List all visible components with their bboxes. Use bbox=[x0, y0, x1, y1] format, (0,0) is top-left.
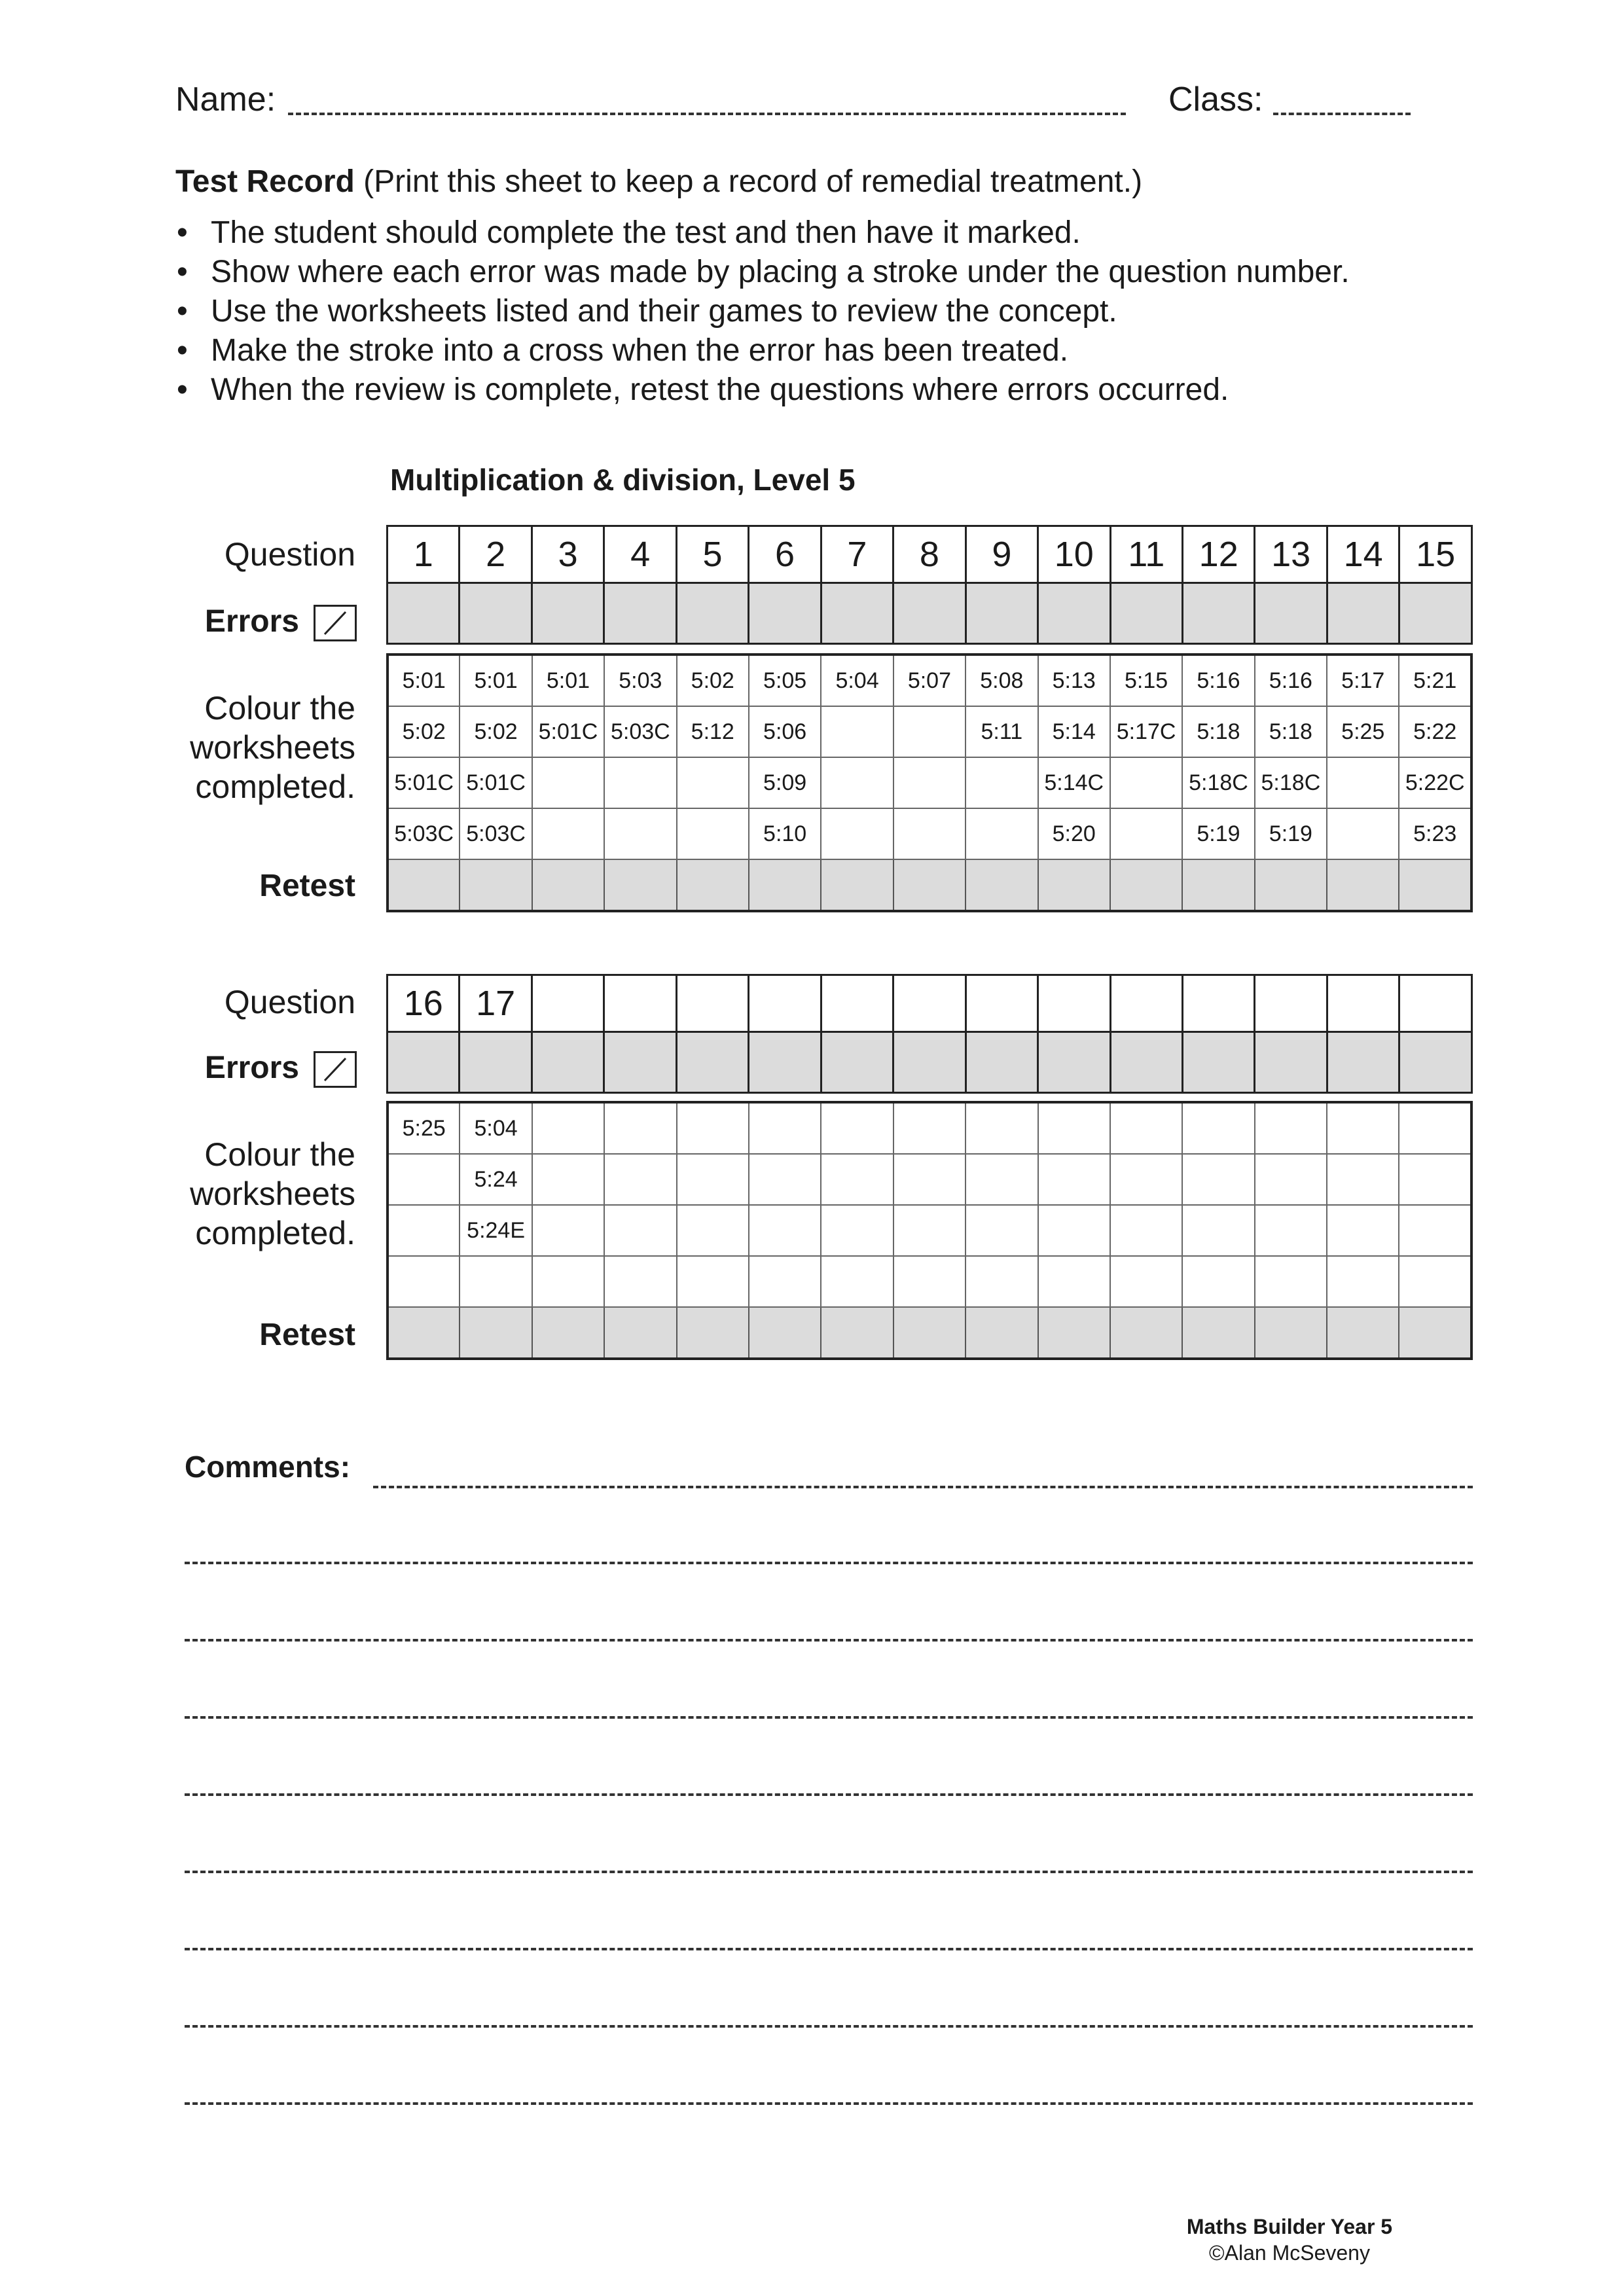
worksheet-cell[interactable] bbox=[1038, 1102, 1110, 1154]
worksheet-cell[interactable] bbox=[965, 1256, 1038, 1307]
worksheet-cell[interactable]: 5:05 bbox=[749, 655, 821, 706]
worksheet-row bbox=[388, 757, 1471, 808]
worksheet-cell[interactable] bbox=[893, 1205, 965, 1256]
comments-line[interactable] bbox=[185, 1871, 1473, 1873]
worksheet-cell[interactable] bbox=[1327, 1205, 1399, 1256]
question-label: Question bbox=[224, 984, 355, 1020]
retest-cell[interactable] bbox=[460, 859, 532, 911]
question-number-cell bbox=[1038, 975, 1110, 1032]
list-item: • The student should complete the test and then have it marked. bbox=[171, 213, 1350, 253]
question-number-cell: 12 bbox=[1182, 526, 1254, 583]
retest-cell[interactable] bbox=[604, 1307, 676, 1359]
test-record-note: (Print this sheet to keep a record of remedial treatment.) bbox=[354, 164, 1143, 199]
question-number-cell: 17 bbox=[460, 975, 532, 1032]
worksheet-cell[interactable]: 5:19 bbox=[1182, 808, 1254, 859]
worksheet-cell[interactable] bbox=[532, 808, 604, 859]
error-cell[interactable] bbox=[1327, 583, 1399, 644]
class-label: Class: bbox=[1168, 81, 1263, 118]
colour-instruction bbox=[190, 1135, 355, 1253]
test-record-bold: Test Record bbox=[175, 164, 355, 199]
retest-cell[interactable] bbox=[893, 859, 965, 911]
question-number-cell bbox=[676, 975, 748, 1032]
worksheet-cell[interactable]: 5:02 bbox=[388, 706, 460, 757]
retest-cell[interactable] bbox=[749, 1307, 821, 1359]
retest-cell[interactable] bbox=[1182, 859, 1254, 911]
comments-line[interactable] bbox=[185, 2025, 1473, 2028]
worksheet-cell[interactable]: 5:22 bbox=[1399, 706, 1471, 757]
error-cell[interactable] bbox=[1255, 1032, 1327, 1093]
question-number-cell bbox=[1399, 975, 1472, 1032]
error-cell[interactable] bbox=[1182, 583, 1254, 644]
error-cell[interactable] bbox=[749, 583, 821, 644]
question-number-cell: 6 bbox=[749, 526, 821, 583]
error-cell[interactable] bbox=[460, 1032, 532, 1093]
worksheet-cell[interactable]: 5:03C bbox=[460, 808, 532, 859]
worksheet-row bbox=[388, 655, 1471, 706]
retest-label: Retest bbox=[259, 1318, 355, 1352]
error-cell[interactable] bbox=[1110, 1032, 1182, 1093]
colour-line: completed. bbox=[195, 768, 355, 805]
worksheet-cell[interactable]: 5:16 bbox=[1255, 655, 1327, 706]
worksheet-cell[interactable]: 5:01 bbox=[532, 655, 604, 706]
name-field[interactable] bbox=[288, 113, 1126, 115]
worksheet-cell[interactable] bbox=[388, 1154, 460, 1205]
question-number-cell: 8 bbox=[893, 526, 965, 583]
retest-cell[interactable] bbox=[1038, 859, 1110, 911]
colour-line: worksheets bbox=[190, 1175, 355, 1212]
errors-row bbox=[388, 583, 1472, 644]
worksheet-cell[interactable] bbox=[1110, 1256, 1182, 1307]
worksheet-cell[interactable] bbox=[1327, 1256, 1399, 1307]
worksheet-cell[interactable] bbox=[532, 1102, 604, 1154]
worksheet-cell[interactable] bbox=[821, 808, 893, 859]
retest-cell[interactable] bbox=[749, 859, 821, 911]
question-number-cell: 15 bbox=[1399, 526, 1472, 583]
question-label: Question bbox=[224, 536, 355, 573]
worksheet-cell[interactable] bbox=[604, 1102, 676, 1154]
worksheet-cell[interactable] bbox=[1110, 1154, 1182, 1205]
worksheet-cell[interactable]: 5:01 bbox=[388, 655, 460, 706]
retest-cell[interactable] bbox=[965, 859, 1038, 911]
worksheet-cell[interactable]: 5:03C bbox=[388, 808, 460, 859]
worksheet-cell[interactable] bbox=[893, 1102, 965, 1154]
error-cell[interactable] bbox=[532, 1032, 604, 1093]
worksheet-cell[interactable] bbox=[1327, 757, 1399, 808]
worksheet-row bbox=[388, 1154, 1471, 1205]
retest-cell[interactable] bbox=[460, 1307, 532, 1359]
worksheet-cell[interactable]: 5:09 bbox=[749, 757, 821, 808]
worksheet-cell[interactable]: 5:13 bbox=[1038, 655, 1110, 706]
error-cell[interactable] bbox=[388, 583, 460, 644]
worksheet-cell[interactable]: 5:11 bbox=[965, 706, 1038, 757]
question-number-cell: 7 bbox=[821, 526, 893, 583]
question-number-cell: 3 bbox=[532, 526, 604, 583]
worksheet-cell[interactable]: 5:01C bbox=[532, 706, 604, 757]
error-cell[interactable] bbox=[893, 1032, 965, 1093]
worksheet-table-1 bbox=[386, 653, 1473, 912]
worksheet-cell[interactable] bbox=[604, 1256, 676, 1307]
comments-line[interactable] bbox=[373, 1486, 1473, 1488]
retest-cell[interactable] bbox=[604, 859, 676, 911]
worksheet-cell[interactable] bbox=[821, 757, 893, 808]
worksheet-cell[interactable] bbox=[677, 1154, 749, 1205]
question-number-cell: 16 bbox=[388, 975, 460, 1032]
worksheet-cell[interactable] bbox=[1182, 1256, 1254, 1307]
worksheet-cell[interactable] bbox=[677, 757, 749, 808]
retest-cell[interactable] bbox=[1038, 1307, 1110, 1359]
worksheet-cell[interactable] bbox=[1038, 1205, 1110, 1256]
question-number-cell bbox=[604, 975, 676, 1032]
question-number-cell bbox=[749, 975, 821, 1032]
retest-cell[interactable] bbox=[821, 1307, 893, 1359]
retest-cell[interactable] bbox=[1399, 1307, 1471, 1359]
worksheet-cell[interactable] bbox=[604, 808, 676, 859]
error-cell[interactable] bbox=[1399, 1032, 1472, 1093]
error-cell[interactable] bbox=[1255, 583, 1327, 644]
worksheet-cell[interactable] bbox=[1110, 808, 1182, 859]
worksheet-cell[interactable] bbox=[604, 757, 676, 808]
question-number-cell: 9 bbox=[965, 526, 1038, 583]
retest-cell[interactable] bbox=[1255, 859, 1327, 911]
retest-cell[interactable] bbox=[1255, 1307, 1327, 1359]
worksheet-cell[interactable] bbox=[821, 1256, 893, 1307]
errors-label bbox=[205, 603, 357, 641]
worksheet-cell[interactable] bbox=[1110, 1205, 1182, 1256]
errors-label-text: Errors bbox=[204, 1050, 299, 1085]
worksheet-cell[interactable]: 5:21 bbox=[1399, 655, 1471, 706]
worksheet-cell[interactable]: 5:10 bbox=[749, 808, 821, 859]
worksheet-cell[interactable]: 5:18C bbox=[1255, 757, 1327, 808]
error-cell[interactable] bbox=[893, 583, 965, 644]
error-cell[interactable] bbox=[1182, 1032, 1254, 1093]
question-row bbox=[388, 975, 1472, 1032]
question-number-cell bbox=[1110, 975, 1182, 1032]
worksheet-cell[interactable] bbox=[965, 757, 1038, 808]
question-number-cell: 14 bbox=[1327, 526, 1399, 583]
worksheet-cell[interactable] bbox=[821, 706, 893, 757]
retest-row bbox=[388, 859, 1471, 911]
comments-line[interactable] bbox=[185, 1948, 1473, 1950]
retest-cell[interactable] bbox=[1110, 859, 1182, 911]
worksheet-cell[interactable] bbox=[965, 808, 1038, 859]
worksheet-cell[interactable]: 5:18C bbox=[1182, 757, 1254, 808]
worksheet-cell[interactable] bbox=[821, 1205, 893, 1256]
errors-label-text: Errors bbox=[204, 604, 299, 639]
question-number-cell: 4 bbox=[604, 526, 676, 583]
comments-line[interactable] bbox=[185, 2102, 1473, 2105]
footer-book-title: Maths Builder Year 5 bbox=[1186, 2215, 1393, 2238]
retest-cell[interactable] bbox=[893, 1307, 965, 1359]
worksheet-cell[interactable] bbox=[893, 1154, 965, 1205]
worksheet-cell[interactable]: 5:24E bbox=[460, 1205, 532, 1256]
worksheet-table-2 bbox=[386, 1101, 1473, 1360]
retest-cell[interactable] bbox=[677, 1307, 749, 1359]
worksheet-cell[interactable] bbox=[1110, 757, 1182, 808]
worksheet-cell[interactable] bbox=[893, 1256, 965, 1307]
error-cell[interactable] bbox=[1327, 1032, 1399, 1093]
worksheet-cell[interactable]: 5:04 bbox=[821, 655, 893, 706]
worksheet-cell[interactable] bbox=[965, 1102, 1038, 1154]
worksheet-row bbox=[388, 808, 1471, 859]
worksheet-cell[interactable] bbox=[1255, 1102, 1327, 1154]
comments-line[interactable] bbox=[185, 1716, 1473, 1719]
colour-line: worksheets bbox=[190, 729, 355, 766]
retest-cell[interactable] bbox=[1110, 1307, 1182, 1359]
stroke-icon bbox=[314, 605, 357, 641]
worksheet-cell[interactable] bbox=[388, 1256, 460, 1307]
question-number-cell bbox=[893, 975, 965, 1032]
retest-cell[interactable] bbox=[388, 859, 460, 911]
worksheet-cell[interactable] bbox=[1255, 1154, 1327, 1205]
error-cell[interactable] bbox=[388, 1032, 460, 1093]
question-table-2 bbox=[386, 974, 1473, 1094]
worksheet-cell[interactable] bbox=[677, 1205, 749, 1256]
worksheet-cell[interactable]: 5:19 bbox=[1255, 808, 1327, 859]
worksheet-row bbox=[388, 1256, 1471, 1307]
error-cell[interactable] bbox=[1038, 1032, 1110, 1093]
worksheet-cell[interactable] bbox=[893, 757, 965, 808]
question-number-cell bbox=[1182, 975, 1254, 1032]
worksheet-cell[interactable] bbox=[1399, 1102, 1471, 1154]
worksheet-cell[interactable] bbox=[749, 1256, 821, 1307]
error-cell[interactable] bbox=[604, 583, 676, 644]
comments-line[interactable] bbox=[185, 1639, 1473, 1641]
worksheet-cell[interactable] bbox=[677, 1256, 749, 1307]
worksheet-cell[interactable] bbox=[1038, 1154, 1110, 1205]
footer-copyright: ©Alan McSeveny bbox=[1209, 2241, 1370, 2265]
worksheet-cell[interactable]: 5:15 bbox=[1110, 655, 1182, 706]
worksheet-cell[interactable]: 5:18 bbox=[1255, 706, 1327, 757]
worksheet-cell[interactable] bbox=[1110, 1102, 1182, 1154]
question-number-cell: 10 bbox=[1038, 526, 1110, 583]
worksheet-cell[interactable]: 5:25 bbox=[388, 1102, 460, 1154]
worksheet-cell[interactable] bbox=[749, 1205, 821, 1256]
question-number-cell: 5 bbox=[676, 526, 748, 583]
name-label: Name: bbox=[175, 81, 276, 118]
question-number-cell bbox=[1327, 975, 1399, 1032]
error-cell[interactable] bbox=[676, 1032, 748, 1093]
worksheet-cell[interactable]: 5:22C bbox=[1399, 757, 1471, 808]
worksheet-cell[interactable] bbox=[1327, 808, 1399, 859]
worksheet-cell[interactable]: 5:02 bbox=[460, 706, 532, 757]
error-cell[interactable] bbox=[821, 1032, 893, 1093]
worksheet-cell[interactable]: 5:18 bbox=[1182, 706, 1254, 757]
question-number-cell bbox=[532, 975, 604, 1032]
worksheet-cell[interactable] bbox=[1038, 1256, 1110, 1307]
retest-cell[interactable] bbox=[677, 859, 749, 911]
question-row bbox=[388, 526, 1472, 583]
worksheet-cell[interactable]: 5:06 bbox=[749, 706, 821, 757]
worksheet-cell[interactable] bbox=[1327, 1154, 1399, 1205]
list-item: • Make the stroke into a cross when the error has been treated. bbox=[171, 331, 1350, 370]
worksheet-cell[interactable]: 5:25 bbox=[1327, 706, 1399, 757]
colour-instruction bbox=[190, 689, 355, 806]
question-number-cell: 11 bbox=[1110, 526, 1182, 583]
worksheet-row bbox=[388, 706, 1471, 757]
test-record-title bbox=[175, 164, 1142, 200]
worksheet-cell[interactable]: 5:16 bbox=[1182, 655, 1254, 706]
worksheet-cell[interactable]: 5:01 bbox=[460, 655, 532, 706]
error-cell[interactable] bbox=[965, 583, 1038, 644]
retest-cell[interactable] bbox=[1327, 859, 1399, 911]
worksheet-cell[interactable] bbox=[1255, 1205, 1327, 1256]
worksheet-cell[interactable] bbox=[460, 1256, 532, 1307]
comments-label: Comments: bbox=[185, 1450, 351, 1484]
errors-row bbox=[388, 1032, 1472, 1093]
stroke-icon bbox=[314, 1051, 357, 1088]
worksheet-cell[interactable] bbox=[749, 1102, 821, 1154]
retest-cell[interactable] bbox=[388, 1307, 460, 1359]
worksheet-cell[interactable]: 5:03 bbox=[604, 655, 676, 706]
question-number-cell bbox=[965, 975, 1038, 1032]
worksheet-cell[interactable] bbox=[532, 1256, 604, 1307]
section-title: Multiplication & division, Level 5 bbox=[390, 463, 856, 497]
worksheet-cell[interactable]: 5:01C bbox=[388, 757, 460, 808]
worksheet-cell[interactable] bbox=[532, 757, 604, 808]
worksheet-cell[interactable]: 5:07 bbox=[893, 655, 965, 706]
worksheet-cell[interactable]: 5:12 bbox=[677, 706, 749, 757]
question-number-cell bbox=[821, 975, 893, 1032]
retest-cell[interactable] bbox=[532, 859, 604, 911]
worksheet-cell[interactable] bbox=[1399, 1205, 1471, 1256]
worksheet-cell[interactable]: 5:23 bbox=[1399, 808, 1471, 859]
worksheet-cell[interactable]: 5:17C bbox=[1110, 706, 1182, 757]
question-number-cell: 1 bbox=[388, 526, 460, 583]
worksheet-cell[interactable] bbox=[388, 1205, 460, 1256]
worksheet-cell[interactable] bbox=[1327, 1102, 1399, 1154]
question-table-1 bbox=[386, 525, 1473, 645]
retest-cell[interactable] bbox=[1399, 859, 1471, 911]
worksheet-cell[interactable] bbox=[1182, 1102, 1254, 1154]
worksheet-cell[interactable]: 5:14 bbox=[1038, 706, 1110, 757]
worksheet-cell[interactable] bbox=[893, 706, 965, 757]
worksheet-cell[interactable] bbox=[677, 808, 749, 859]
error-cell[interactable] bbox=[965, 1032, 1038, 1093]
worksheet-cell[interactable] bbox=[965, 1205, 1038, 1256]
retest-cell[interactable] bbox=[965, 1307, 1038, 1359]
retest-cell[interactable] bbox=[1182, 1307, 1254, 1359]
worksheet-cell[interactable] bbox=[604, 1154, 676, 1205]
worksheet-cell[interactable] bbox=[965, 1154, 1038, 1205]
class-field[interactable] bbox=[1273, 113, 1411, 115]
colour-line: Colour the bbox=[204, 690, 355, 726]
colour-line: Colour the bbox=[204, 1136, 355, 1173]
worksheet-cell[interactable] bbox=[677, 1102, 749, 1154]
worksheet-cell[interactable] bbox=[821, 1154, 893, 1205]
error-cell[interactable] bbox=[532, 583, 604, 644]
worksheet-cell[interactable]: 5:01C bbox=[460, 757, 532, 808]
instruction-list bbox=[171, 213, 1350, 410]
retest-cell[interactable] bbox=[532, 1307, 604, 1359]
question-number-cell: 2 bbox=[460, 526, 532, 583]
worksheet-cell[interactable]: 5:08 bbox=[965, 655, 1038, 706]
error-cell[interactable] bbox=[749, 1032, 821, 1093]
comments-line[interactable] bbox=[185, 1793, 1473, 1796]
question-number-cell bbox=[1255, 975, 1327, 1032]
worksheet-cell[interactable]: 5:03C bbox=[604, 706, 676, 757]
worksheet-cell[interactable] bbox=[532, 1205, 604, 1256]
error-cell[interactable] bbox=[1110, 583, 1182, 644]
list-item: • Show where each error was made by placing a stroke under the question number. bbox=[171, 253, 1350, 292]
error-cell[interactable] bbox=[821, 583, 893, 644]
worksheet-cell[interactable] bbox=[821, 1102, 893, 1154]
errors-label bbox=[205, 1050, 357, 1088]
worksheet-cell[interactable] bbox=[1399, 1256, 1471, 1307]
retest-cell[interactable] bbox=[1327, 1307, 1399, 1359]
worksheet-cell[interactable] bbox=[749, 1154, 821, 1205]
worksheet-cell[interactable] bbox=[604, 1205, 676, 1256]
worksheet-cell[interactable] bbox=[532, 1154, 604, 1205]
error-cell[interactable] bbox=[460, 583, 532, 644]
worksheet-row bbox=[388, 1102, 1471, 1154]
worksheet-cell[interactable] bbox=[1182, 1205, 1254, 1256]
worksheet-cell[interactable]: 5:02 bbox=[677, 655, 749, 706]
worksheet-cell[interactable]: 5:20 bbox=[1038, 808, 1110, 859]
error-cell[interactable] bbox=[1399, 583, 1472, 644]
worksheet-cell[interactable] bbox=[1255, 1256, 1327, 1307]
worksheet-cell[interactable] bbox=[893, 808, 965, 859]
error-cell[interactable] bbox=[1038, 583, 1110, 644]
comments-line[interactable] bbox=[185, 1562, 1473, 1564]
worksheet-cell[interactable] bbox=[1182, 1154, 1254, 1205]
error-cell[interactable] bbox=[676, 583, 748, 644]
worksheet-row bbox=[388, 1205, 1471, 1256]
retest-row bbox=[388, 1307, 1471, 1359]
worksheet-cell[interactable]: 5:24 bbox=[460, 1154, 532, 1205]
worksheet-cell[interactable]: 5:14C bbox=[1038, 757, 1110, 808]
worksheet-cell[interactable]: 5:17 bbox=[1327, 655, 1399, 706]
list-item: • When the review is complete, retest the questions where errors occurred. bbox=[171, 370, 1350, 410]
colour-line: completed. bbox=[195, 1215, 355, 1251]
retest-label: Retest bbox=[259, 869, 355, 903]
worksheet-cell[interactable] bbox=[1399, 1154, 1471, 1205]
worksheet-cell[interactable]: 5:04 bbox=[460, 1102, 532, 1154]
retest-cell[interactable] bbox=[821, 859, 893, 911]
question-number-cell: 13 bbox=[1255, 526, 1327, 583]
error-cell[interactable] bbox=[604, 1032, 676, 1093]
list-item: • Use the worksheets listed and their games to review the concept. bbox=[171, 292, 1350, 331]
